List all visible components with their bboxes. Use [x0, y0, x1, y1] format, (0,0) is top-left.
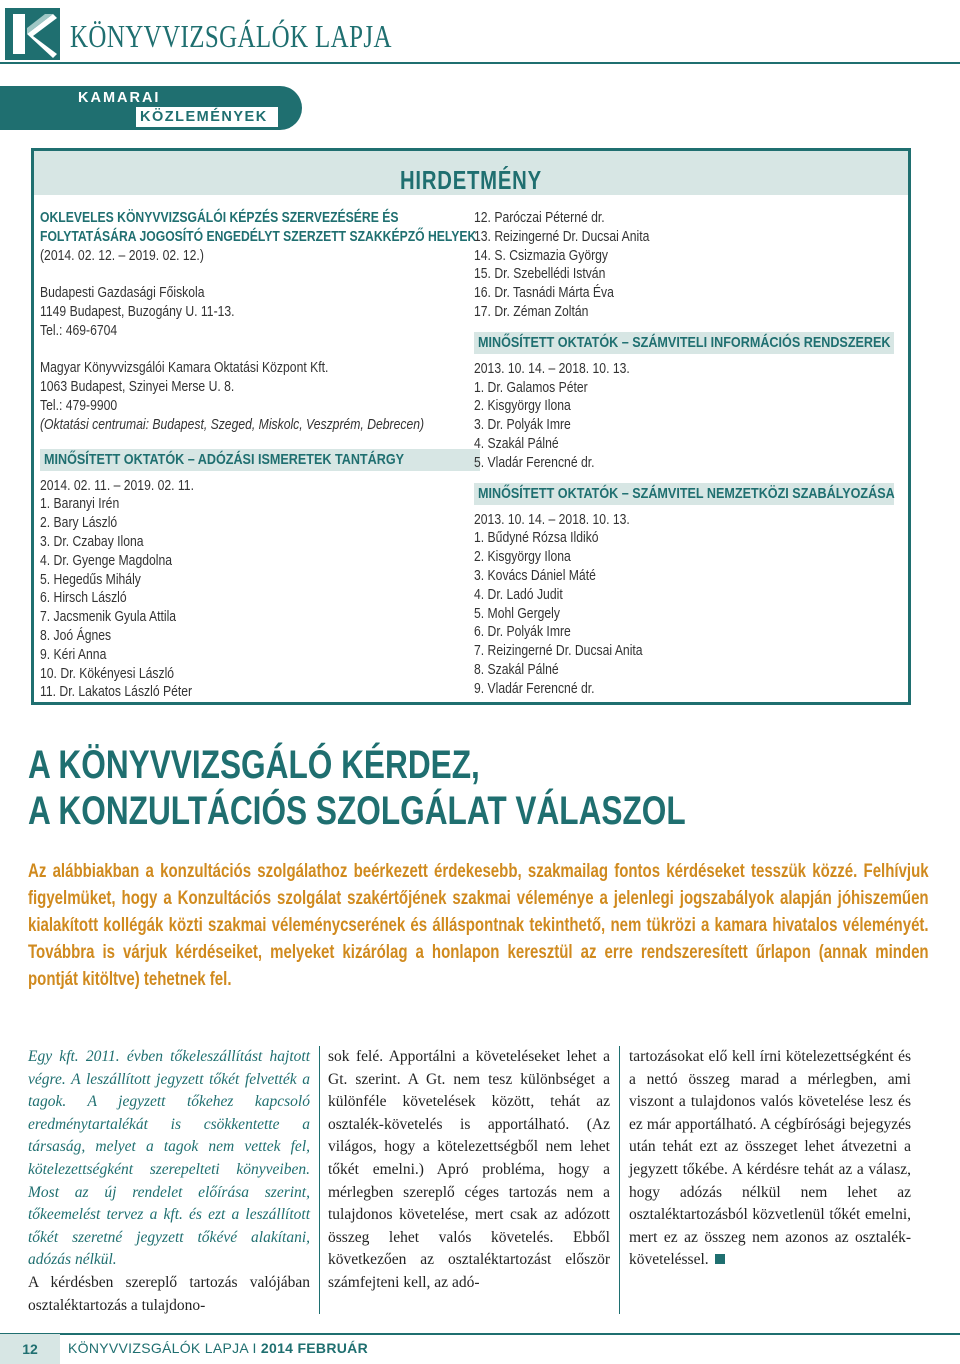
list-item: 7. Reizingerné Dr. Ducsai Anita	[474, 643, 643, 660]
org-line: 1063 Budapest, Szinyei Merse U. 8.	[40, 379, 235, 396]
list-item: 2. Kisgyörgy Ilona	[474, 549, 571, 566]
section-band-label: MINŐSÍTETT OKTATÓK – SZÁMVITELI INFORMÁCIÓS RENDSZEREK	[478, 333, 891, 351]
list-item: 4. Dr. Gyenge Magdolna	[40, 552, 173, 569]
list-item: 7. Jacsmenik Gyula Attila	[40, 609, 177, 626]
footer-separator: I	[252, 1340, 257, 1356]
list-item: 12. Paróczai Péterné dr.	[474, 210, 605, 226]
band-period: 2014. 02. 11. – 2019. 02. 11.	[40, 477, 194, 494]
org-line: 1149 Budapest, Buzogány U. 11-13.	[40, 303, 235, 320]
footer-rule	[0, 1333, 960, 1335]
article-column-1	[28, 1046, 310, 1317]
notice-heading: FOLYTATÁSÁRA JOGOSÍTÓ ENGEDÉLYT SZERZETT SZAKKÉPZŐ HELYEK	[40, 228, 477, 245]
list-item: 1. Bűdyné Rózsa Ildikó	[474, 530, 599, 547]
journal-logo	[5, 8, 60, 60]
answer-text: tartozásokat elő kell írni kötelezettségként és a nettó összeg marad a mérlegben, ami viszont a tulajdonos valós követelése lesz és ez már apportálható. A cégbírósági bejegyzés után tehát ezt az összeget lehet átvezetni a jegyzett tőkébe. A kérdésre tehát az a válasz, hogy adózás nélkül nem lehet az osztaléktartozásból közvetlenül tőkét emelni, mert ez az összeg nem azonos az osztalék-követeléssel.	[629, 1048, 911, 1269]
article-column-3	[629, 1046, 911, 1272]
band-period: 2013. 10. 14. – 2018. 10. 13.	[474, 511, 630, 528]
list-item: 8. Joó Ágnes	[40, 627, 112, 644]
list-item: 8. Szakál Pálné	[474, 661, 559, 678]
footer-journal: KÖNYVVIZSGÁLÓK LAPJA	[68, 1340, 249, 1356]
notice-box	[31, 148, 911, 705]
band-period: 2013. 10. 14. – 2018. 10. 13.	[474, 360, 630, 377]
section-label-2: KÖZLEMÉNYEK	[136, 107, 278, 127]
list-item: 9. Vladár Ferencné dr.	[474, 680, 595, 697]
article-title-line: A KÖNYVVIZSGÁLÓ KÉRDEZ,	[28, 743, 480, 787]
masthead-title: KÖNYVVIZSGÁLÓK LAPJA	[70, 18, 392, 54]
list-item: 17. Dr. Zéman Zoltán	[474, 303, 589, 320]
org-line: Magyar Könyvvizsgálói Kamara Oktatási Központ Kft.	[40, 360, 329, 377]
notice-heading: OKLEVELES KÖNYVVIZSGÁLÓI KÉPZÉS SZERVEZÉSÉRE ÉS	[40, 210, 399, 226]
list-item: 16. Dr. Tasnádi Márta Éva	[474, 285, 614, 302]
end-mark-icon	[715, 1254, 725, 1264]
list-item: 2. Kisgyörgy Ilona	[474, 398, 571, 415]
column-rule	[319, 1046, 320, 1314]
list-item: 3. Dr. Czabay Ilona	[40, 533, 144, 550]
question-text: Egy kft. 2011. évben tőkeleszállítást hajtott végre. A leszállított jegyzett tőkét felvették a tagok. A jegyzett tőkehez kapcsoló eredménytartalékát is csökkentette a társaság, melyet a tagok nem vettek fel, kötelezettségként szerepelteti könyveiben. Most az új rendelet előírása szerint, tőkeemelést tervez a kft. és ezt a leszállított tőkét szeretné jegyzett tőkévé alakítani, adózás nélkül.	[28, 1048, 310, 1269]
section-tab	[0, 86, 302, 130]
article-column-2	[328, 1046, 610, 1295]
answer-text: A kérdésben szereplő tartozás valójában osztaléktartozás a tulajdono-	[28, 1273, 310, 1314]
list-item: 15. Dr. Szebellédi István	[474, 266, 606, 283]
list-item: 6. Dr. Polyák Imre	[474, 624, 571, 641]
list-item: 5. Mohl Gergely	[474, 605, 560, 622]
list-item: 2. Bary László	[40, 515, 118, 532]
list-item: 1. Dr. Galamos Péter	[474, 379, 588, 396]
org-line: Budapesti Gazdasági Főiskola	[40, 285, 205, 302]
footer-text	[68, 1340, 368, 1356]
list-item: 9. Kéri Anna	[40, 646, 107, 663]
list-item: 3. Dr. Polyák Imre	[474, 417, 571, 434]
section-label-1: KAMARAI	[78, 90, 161, 106]
notice-left-column	[40, 209, 480, 702]
list-item: 4. Dr. Ladó Judit	[474, 586, 563, 603]
notice-right-column	[474, 209, 894, 699]
org-line: Tel.: 469-6704	[40, 322, 118, 339]
footer-issue: 2014 FEBRUÁR	[260, 1340, 368, 1356]
notice-title: HIRDETMÉNY	[400, 165, 542, 195]
section-band	[40, 449, 480, 471]
list-item: 6. Hirsch László	[40, 590, 127, 607]
section-band	[474, 483, 894, 505]
list-item: 10. Dr. Kökényesi László	[40, 665, 175, 682]
list-item: 3. Kovács Dániel Máté	[474, 567, 596, 584]
masthead-rule	[0, 62, 960, 64]
section-band-label: MINŐSÍTETT OKTATÓK – SZÁMVITEL NEMZETKÖZI SZABÁLYOZÁSA	[478, 484, 895, 502]
list-item: 1. Baranyi Irén	[40, 496, 120, 513]
notice-body	[34, 195, 908, 702]
list-item: 5. Hegedűs Mihály	[40, 571, 141, 588]
list-item: 5. Vladár Ferencné dr.	[474, 454, 595, 471]
article-lead: Az alábbiakban a konzultációs szolgálathoz beérkezett érdekesebb, szakmailag fontos kérdéseket tesszük közzé. Felhívjuk figyelmüket, hogy a Konzultációs szolgálat szakértőjének szakmai véleménye a jelenlegi jogszabályok alapján jóhiszeműen kialakított kollégák közti szakmai véleménycserének és álláspontnak tekinthető, nem tükrözi a kamara hivatalos véleményét. Továbbra is várjuk kérdéseiket, melyeket kizárólag a honlapon keresztül az erre rendszeresített űrlapon (annak minden pontját kitöltve) tehetnek fel.	[28, 861, 929, 990]
list-item: 4. Szakál Pálné	[474, 435, 559, 452]
list-item: 13. Reizingerné Dr. Ducsai Anita	[474, 228, 650, 245]
org-line: Tel.: 479-9900	[40, 397, 118, 414]
article-title-line: A KONZULTÁCIÓS SZOLGÁLAT VÁLASZOL	[28, 789, 686, 833]
answer-text: sok felé. Apportálni a követeléseket lehet a Gt. szerint. A Gt. nem tesz különbséget a különféle követelések között, tehát az osztalék-követelés is apportálható. (Az világos, hogy a kötelezettségből nem lehet tőkét emelni.) Apró probléma, hogy a mérlegben szereplő céges tartozás nem a tulajdonos követelése, mert csak az adózott összeg lehet valós követelés. Ebből következően az osztaléktartozást először számfejteni kell, az adó-	[328, 1048, 610, 1291]
column-rule	[619, 1046, 620, 1314]
org-note: (Oktatási centrumai: Budapest, Szeged, Miskolc, Veszprém, Debrecen)	[40, 416, 425, 433]
list-item: 11. Dr. Lakatos László Péter	[40, 684, 193, 701]
section-band	[474, 332, 894, 354]
page-number: 12	[0, 1334, 60, 1364]
article-title	[28, 742, 686, 834]
list-item: 14. S. Csizmazia György	[474, 247, 609, 264]
notice-period: (2014. 02. 12. – 2019. 02. 12.)	[40, 247, 204, 264]
section-band-label: MINŐSÍTETT OKTATÓK – ADÓZÁSI ISMERETEK TANTÁRGY	[44, 450, 405, 468]
